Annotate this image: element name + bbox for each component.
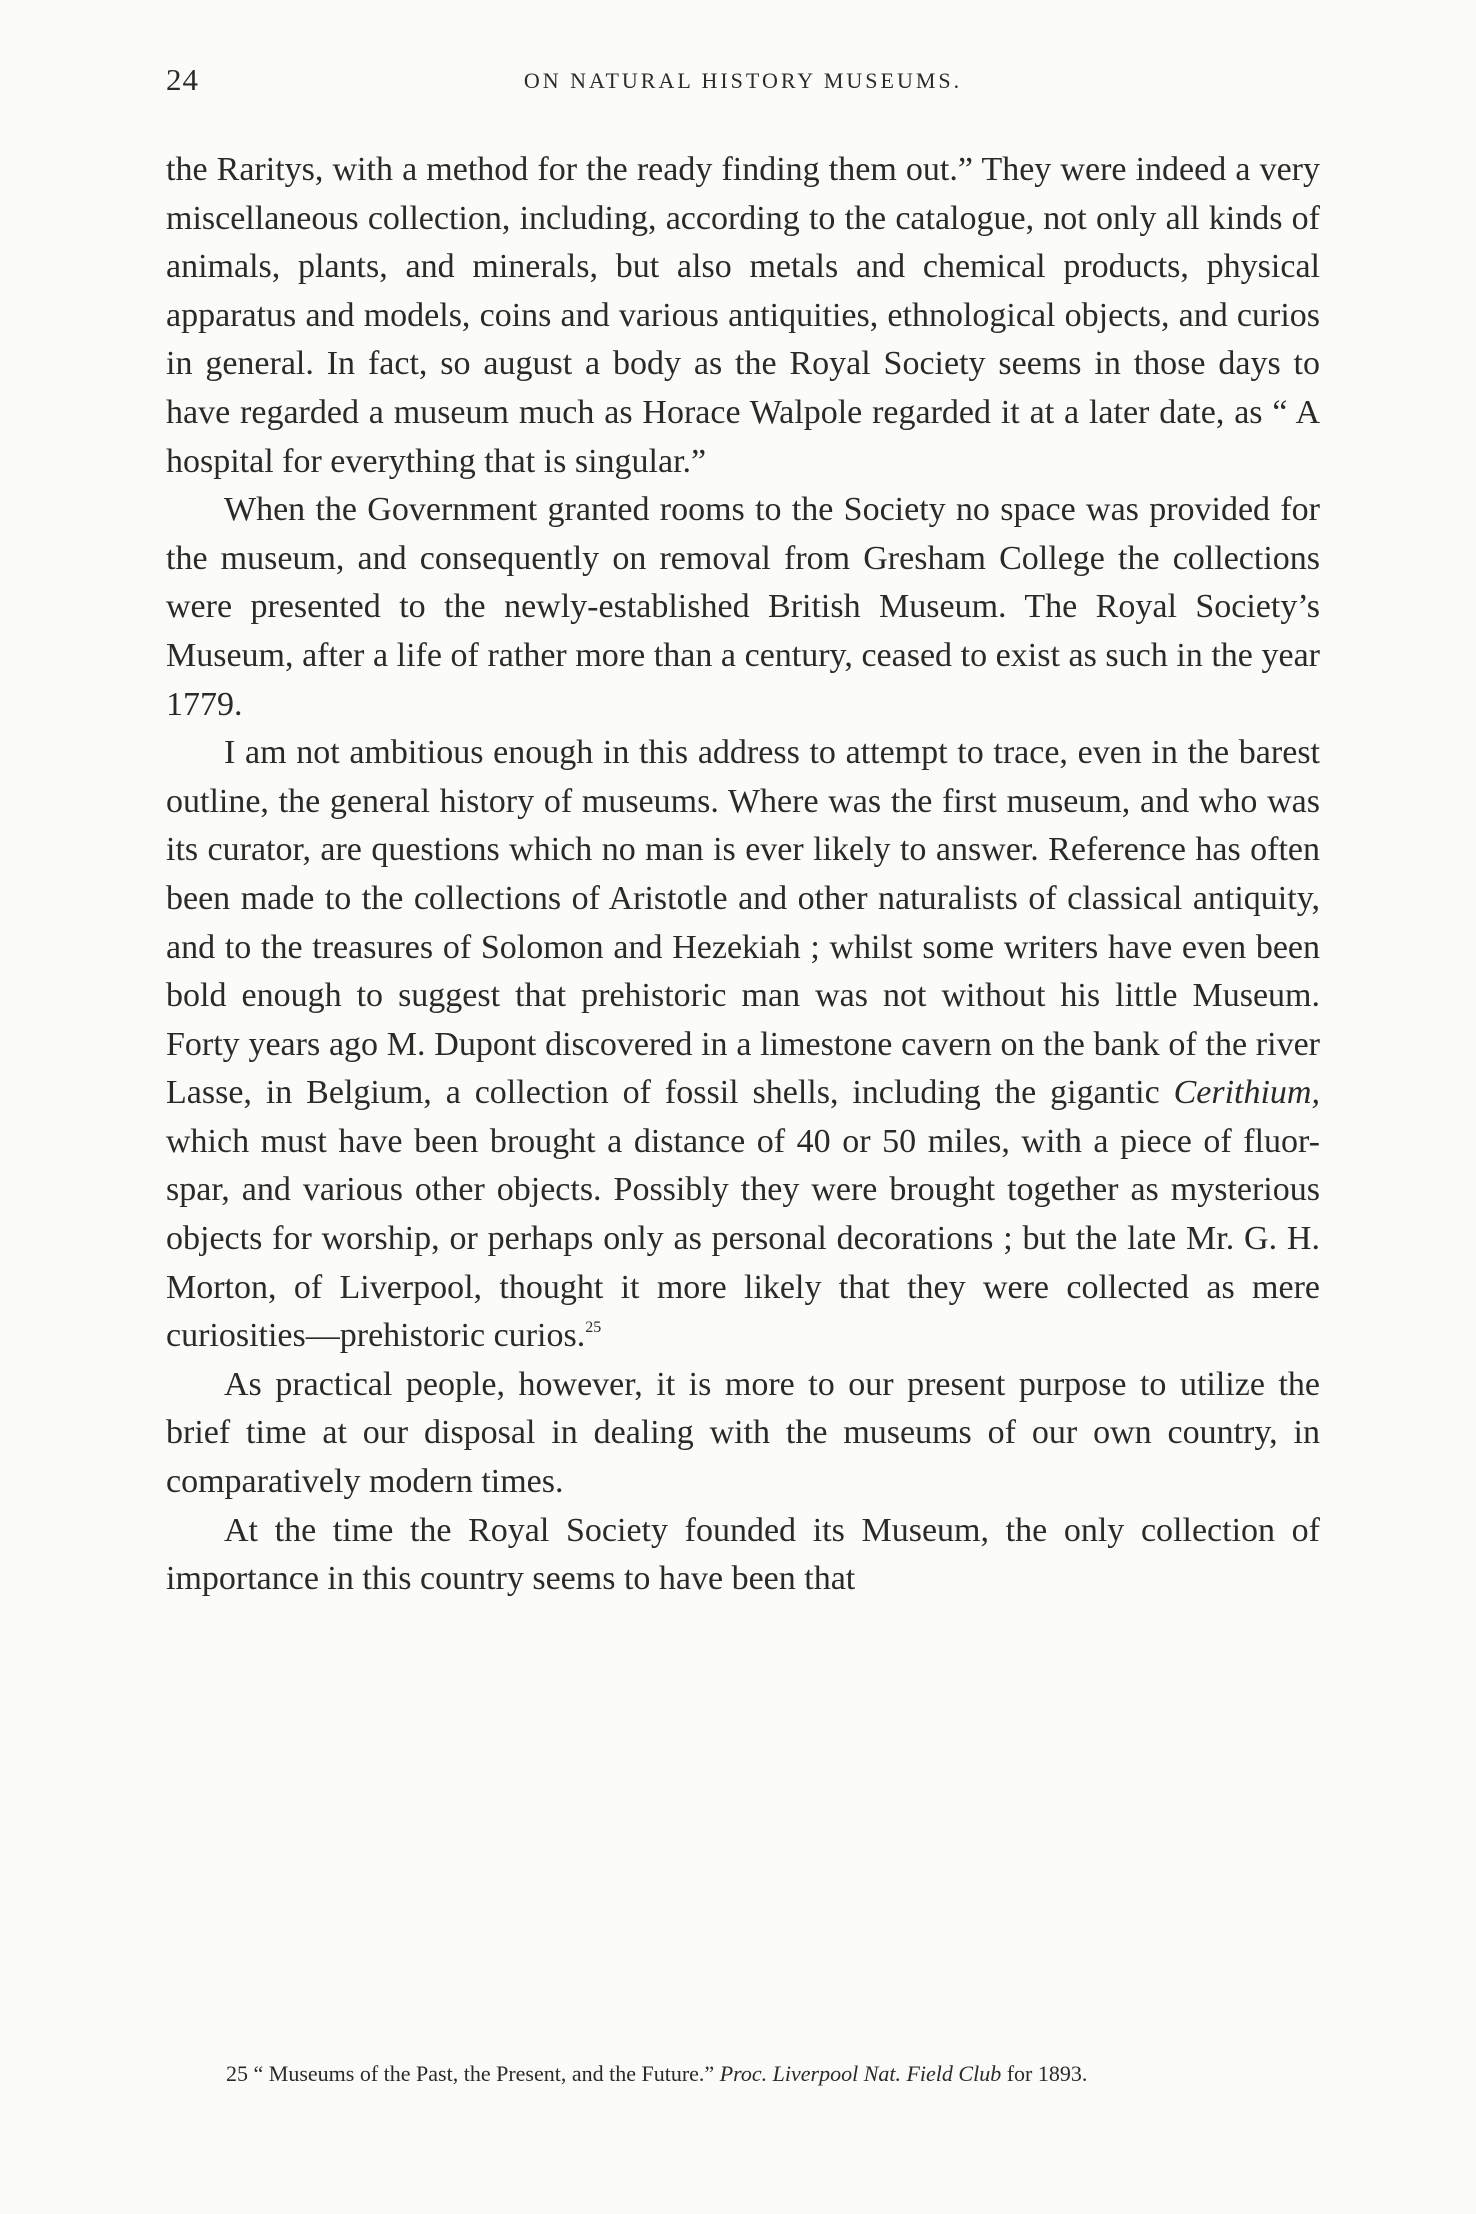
italic-term: Cerithium, bbox=[1173, 1074, 1320, 1112]
body-text bbox=[166, 146, 1320, 1604]
footnote-source: Proc. Liverpool Nat. Field Club bbox=[719, 2061, 1002, 2086]
paragraph-3: I am not ambitious enough in this address to attempt to trace, even in the barest outline, the general history of museums. Where was the first museum, and who was its curator, are questions which no man is ever likely to answer. Reference has often been made to the collections of Aristotle and other naturalists of classical antiquity, and to the treasures of Solomon and Hezekiah ; whilst some writers have even been bold enough to suggest that prehistoric man was not without his little Museum. Forty years ago M. Dupont discovered in a limestone cavern on the bank of the river Lasse, in Belgium, a collection of fossil shells, including the gigantic Cerithium, which must have been brought a distance of 40 or 50 miles, with a piece of fluor-spar, and various other objects. Possibly they were brought together as mysterious objects for worship, or perhaps only as personal decorations ; but the late Mr. G. H. Morton, of Liverpool, thought it more likely that they were collected as mere curiosities—prehistoric curios.$^{25}$ bbox=[166, 734, 1320, 1355]
footnote-year: for 1893. bbox=[1006, 2061, 1088, 2086]
page-number: 24 bbox=[166, 62, 199, 97]
paragraph-4: As practical people, however, it is more to our present purpose to utilize the brief time at our disposal in dealing with the museums of our own country, in comparatively modern times. bbox=[166, 1365, 1320, 1501]
footnote bbox=[166, 2061, 1320, 2087]
running-head: ON NATURAL HISTORY MUSEUMS. bbox=[523, 68, 963, 93]
footnote-number: 25 bbox=[226, 2061, 248, 2086]
paragraph-1: the Raritys, with a method for the ready finding them out.” They were indeed a very miscellaneous collection, including, according to the catalogue, not only all kinds of animals, plants, and minerals, but also metals and chemical products, physical apparatus and models, coins and various antiquities, ethnological objects, and curios in general. In fact, so august a body as the Royal Society seems in those days to have regarded a museum much as Horace Walpole regarded it at a later date, as “ A hospital for everything that is singular.” bbox=[166, 151, 1320, 480]
page-header bbox=[166, 62, 1320, 106]
footnote-reference[interactable]: 25 bbox=[585, 1319, 602, 1337]
paragraph-5: At the time the Royal Society founded its Museum, the only collection of importance in this country seems to have been that bbox=[166, 1511, 1320, 1598]
paragraph-2: When the Government granted rooms to the Society no space was provided for the museum, and consequently on removal from Gresham College the collections were presented to the newly-established British Museum. The Royal Society’s Museum, after a life of rather more than a century, ceased to exist as such in the year 1779. bbox=[166, 491, 1320, 723]
footnote-text: “ Museums of the Past, the Present, and the Future.” bbox=[253, 2061, 715, 2086]
